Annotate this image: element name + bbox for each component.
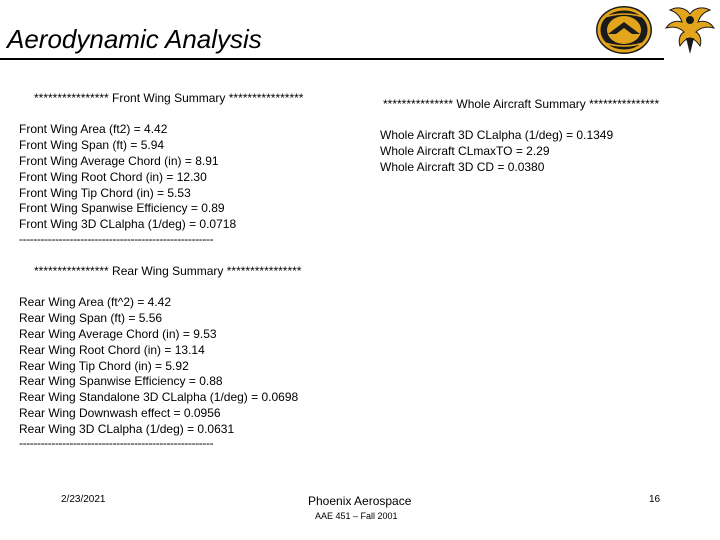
rear-wing-area: Rear Wing Area (ft^2) = 4.42 (19, 295, 172, 309)
rear-wing-spanwise-efficiency: Rear Wing Spanwise Efficiency = 0.88 (19, 374, 223, 389)
whole-aircraft-header: *************** Whole Aircraft Summary *************** (383, 97, 660, 111)
front-wing-area: Front Wing Area (ft2) = 4.42 (19, 122, 168, 136)
rear-wing-standalone-cl-alpha: Rear Wing Standalone 3D CLalpha (1/deg) = 0.0698 (19, 390, 299, 405)
rear-wing-span: Rear Wing Span (ft) = 5.56 (19, 310, 163, 325)
program-badge-logo (594, 4, 654, 56)
page-number: 16 (649, 494, 661, 505)
footer-organization: Phoenix Aerospace (308, 494, 412, 508)
front-wing-spanwise-efficiency: Front Wing Spanwise Efficiency = 0.89 (19, 201, 225, 216)
rear-wing-average-chord: Rear Wing Average Chord (in) = 9.53 (19, 326, 217, 341)
whole-aircraft-cl-alpha: Whole Aircraft 3D CLalpha (1/deg) = 0.1349 (380, 128, 614, 142)
rear-wing-downwash-effect: Rear Wing Downwash effect = 0.0956 (19, 406, 221, 421)
front-wing-cl-alpha: Front Wing 3D CLalpha (1/deg) = 0.0718 (19, 217, 237, 232)
footer-course: AAE 451 – Fall 2001 (315, 511, 398, 521)
front-wing-average-chord: Front Wing Average Chord (in) = 8.91 (19, 153, 219, 168)
front-wing-divider: ------------------------------------------------------ (19, 232, 214, 246)
front-wing-tip-chord: Front Wing Tip Chord (in) = 5.53 (19, 185, 191, 200)
rear-wing-cl-alpha: Rear Wing 3D CLalpha (1/deg) = 0.0631 (19, 422, 235, 437)
front-wing-root-chord: Front Wing Root Chord (in) = 12.30 (19, 169, 207, 184)
front-wing-summary (19, 122, 236, 233)
whole-aircraft-clmax-to: Whole Aircraft CLmaxTO = 2.29 (380, 143, 550, 158)
whole-aircraft-summary (380, 128, 613, 176)
front-wing-span: Front Wing Span (ft) = 5.94 (19, 137, 165, 152)
footer-date: 2/23/2021 (61, 494, 106, 505)
rear-wing-header: **************** Rear Wing Summary **************** (34, 264, 302, 278)
whole-aircraft-cd: Whole Aircraft 3D CD = 0.0380 (380, 159, 545, 174)
rear-wing-root-chord: Rear Wing Root Chord (in) = 13.14 (19, 342, 205, 357)
front-wing-header: **************** Front Wing Summary **************** (34, 91, 304, 105)
rear-wing-tip-chord: Rear Wing Tip Chord (in) = 5.92 (19, 358, 189, 373)
phoenix-logo (664, 4, 716, 56)
title-underline (0, 58, 664, 60)
rear-wing-divider: ------------------------------------------------------ (19, 436, 214, 450)
slide-title: Aerodynamic Analysis (7, 24, 262, 54)
rear-wing-summary (19, 295, 298, 438)
